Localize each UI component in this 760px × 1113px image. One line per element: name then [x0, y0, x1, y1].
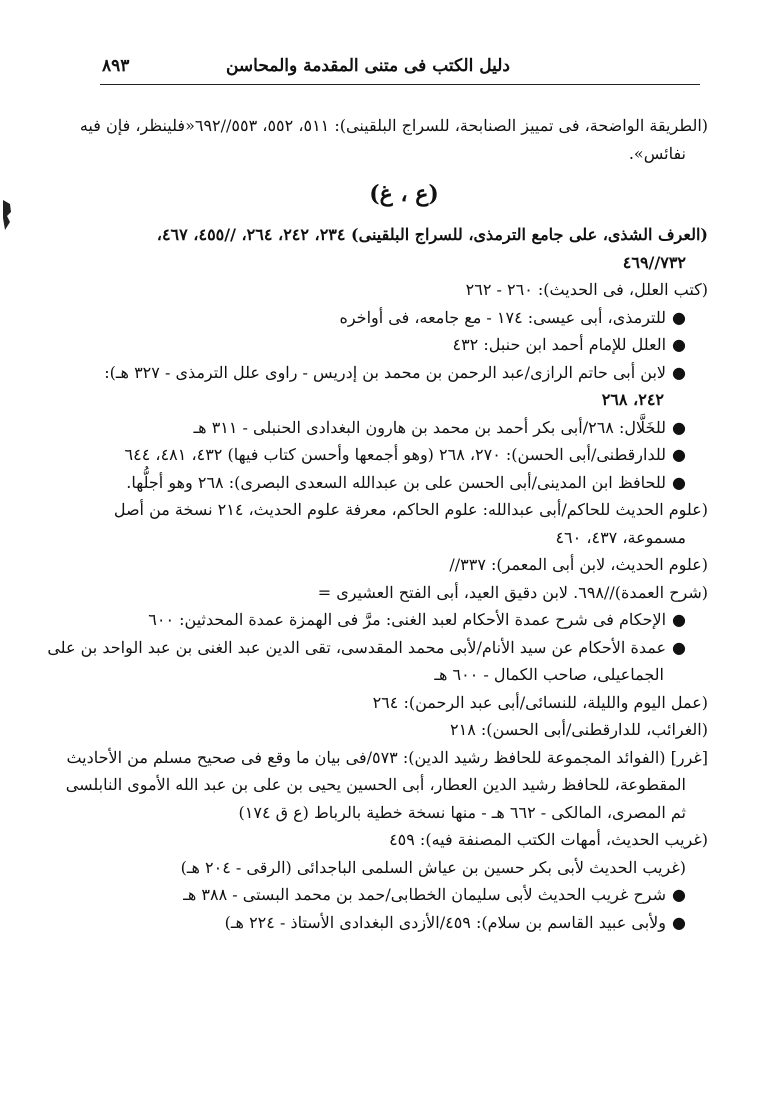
bullet-icon: ● — [672, 445, 686, 464]
entry-line: ●ولأبى عبيد القاسم بن سلام): ٤٥٩/الأزدى البغدادى الأستاذ - ٢٢٤ هـ) — [100, 909, 708, 937]
bullet-icon: ● — [672, 637, 686, 657]
bullet-icon: ● — [672, 610, 686, 629]
entry-line: الجماعيلى، صاحب الكمال - ٦٠٠ هـ — [434, 665, 664, 684]
bullet-icon: ● — [672, 472, 686, 492]
bullet-icon: ● — [672, 335, 686, 354]
entry-line: (كتب العلل، فى الحديث): ٢٦٠ - ٢٦٢ — [465, 280, 708, 299]
header-title: دليل الكتب فى متنى المقدمة والمحاسن — [225, 56, 510, 76]
entry-line: ●عمدة الأحكام عن سيد الأنام/لأبى محمد المقدسى، تقى الدين عبد الغنى بن عبد الواحد بن على — [100, 634, 708, 662]
entry-line: (الطريقة الواضحة، فى تمييز الصنابحة، للسراج البلقينى): ٥١١، ٥٥٢، ٥٥٣//٦٩٢«فلينظر، فإن فيه — [79, 116, 708, 135]
bullet-icon: ● — [672, 885, 686, 904]
entry-line: ●للدارقطنى/أبى الحسن): ٢٧٠، ٢٦٨ (وهو أجمعها وأحسن كتاب فيها) ٤٣٢، ٤٨١، ٦٤٤ — [100, 441, 708, 469]
entry-line: (غريب الحديث، أمهات الكتب المصنفة فيه): ٤٥٩ — [389, 830, 708, 849]
entry-line: (العرف الشذى، على جامع الترمذى، للسراج البلقينى) ٢٣٤، ٢٤٢، ٢٦٤، //٤٥٥، ٤٦٧، — [156, 225, 708, 244]
entry-line: (الغرائب، للدارقطنى/أبى الحسن): ٢١٨ — [450, 720, 708, 739]
entry-line: ●للحافظ ابن المدينى/أبى الحسن على بن عبدالله السعدى البصرى): ٢٦٨ وهو أجلُّها. — [100, 469, 708, 497]
entry-line: المقطوعة، للحافظ رشيد الدين العطار، أبى الحسين يحيى بن على بن عبد الله الأموى النابلسى — [65, 775, 686, 794]
entry-line: ثم المصرى، المالكى - ٦٦٢ هـ - منها نسخة خطية بالرباط (ع ق ١٧٤) — [238, 802, 686, 822]
index-body — [47, 112, 708, 936]
entry-line: (شرح العمدة)//٦٩٨. لابن دقيق العيد، أبى الفتح العشيرى = — [317, 582, 708, 602]
entry-line: (علوم الحديث، لابن أبى المعمر): ٣٣٧// — [449, 555, 708, 574]
entry-line: ●لابن أبى حاتم الرازى/عبد الرحمن بن محمد بن إدريس - راوى علل الترمذى - ٣٢٧ هـ): — [100, 359, 708, 387]
entry-line: ●للخَلَّال: ٢٦٨/أبى بكر أحمد بن محمد بن هارون البغدادى الحنبلى - ٣١١ هـ — [100, 414, 708, 442]
entry-line: ●العلل للإمام أحمد ابن حنبل: ٤٣٢ — [100, 331, 708, 359]
entry-line: [غرر] (الفوائد المجموعة للحافظ رشيد الدين): ٥٧٣/فى بيان ما وقع فى صحيح مسلم من الأحاديث — [66, 747, 708, 767]
entry-line: ●للترمذى، أبى عيسى: ١٧٤ - مع جامعه، فى أواخره — [100, 304, 708, 332]
entry-line: نفائس». — [628, 143, 686, 163]
entry-line: مسموعة، ٤٣٧، ٤٦٠ — [555, 527, 686, 547]
margin-ink-mark — [2, 198, 12, 232]
entry-line: (غريب الحديث لأبى بكر حسين بن عياش السلمى الباجدائى (الرقى - ٢٠٤ هـ) — [180, 857, 686, 877]
bullet-icon: ● — [672, 912, 686, 932]
entry-line: ●الإحكام فى شرح عمدة الأحكام لعبد الغنى: مرَّ فى الهمزة عمدة المحدثين: ٦٠٠ — [100, 606, 708, 634]
bullet-icon: ● — [672, 362, 686, 382]
entry-line: ٧٣٢//٤٦٩ — [622, 252, 686, 272]
bullet-icon: ● — [672, 417, 686, 437]
page-number: ٨٩٣ — [102, 56, 130, 76]
section-heading: (ع ، غ) — [369, 181, 439, 207]
entry-line: ●شرح غريب الحديث لأبى سليمان الخطابى/حمد بن محمد البستى - ٣٨٨ هـ — [100, 881, 708, 909]
entry-line: (علوم الحديث للحاكم/أبى عبدالله: علوم الحاكم، معرفة علوم الحديث، ٢١٤ نسخة من أصل — [113, 500, 708, 519]
bullet-icon: ● — [672, 307, 686, 327]
running-header — [100, 50, 700, 85]
entry-line: (عمل اليوم والليلة، للنسائى/أبى عبد الرحمن): ٢٦٤ — [372, 692, 708, 712]
entry-line: ٢٤٢، ٢٦٨ — [601, 390, 664, 409]
